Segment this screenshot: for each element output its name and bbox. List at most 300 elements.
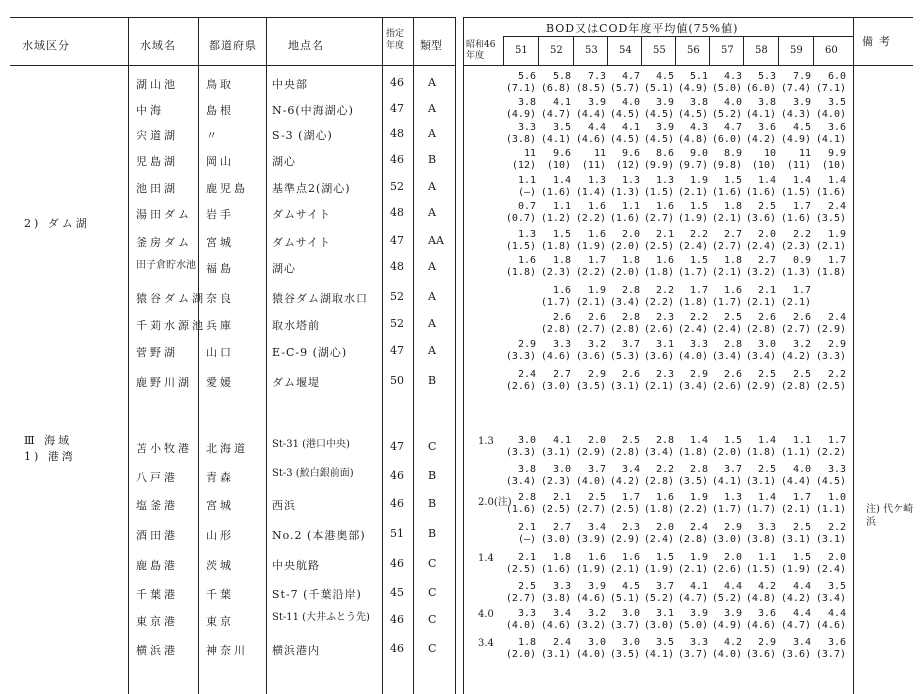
cell-value: 3.5 [552,122,571,133]
cell-75pct: (7.4) [780,83,811,94]
cell-75pct: (4.2) [780,593,811,604]
cell-value: 1.5 [723,435,742,446]
cell-value: 3.3 [689,637,708,648]
designated-year: 50 [390,374,404,387]
header-showa46: 昭和46年度 [466,40,496,61]
cell-75pct: (1.8) [643,267,674,278]
designated-year: 46 [390,557,404,570]
water-area-name: 八戸港 [136,471,178,484]
cell-75pct: (5.2) [643,593,674,604]
cell-value: 2.1 [757,285,776,296]
cell-value: 1.5 [792,552,811,563]
cell-75pct: (3.7) [677,649,708,660]
cell-value: 5.3 [757,71,776,82]
cell-value: 3.2 [587,608,606,619]
cell-value: 3.6 [827,122,846,133]
cell-75pct: (4.0) [505,620,536,631]
cell-75pct: (5.0) [677,620,708,631]
cell-75pct: (3.5) [677,476,708,487]
location: ダムサイト [272,236,332,249]
col-divider-4 [413,17,414,694]
cell-75pct: (5.1) [643,83,674,94]
cell-75pct: (4.5) [643,109,674,120]
cell-75pct: (2.0) [609,267,640,278]
location: 西浜 [272,499,296,512]
location: St-7 (千葉沿岸) [272,588,362,601]
cell-75pct: (3.5) [815,213,846,224]
type: AA [428,234,444,247]
header-area-class: 水域区分 [22,39,70,52]
cell-75pct: (—) [517,187,536,198]
cell-value: 2.0 [621,229,640,240]
top-rule-left [10,17,455,18]
location: E-C-9 (湖心) [272,346,348,359]
prefecture: 神奈川 [206,644,248,657]
col-divider-3 [382,17,383,694]
location: 中央部 [272,78,308,91]
cell-value: 2.4 [517,369,536,380]
cell-value: 2.6 [552,312,571,323]
cell-75pct: (1.5) [505,241,536,252]
header-designated-year: 指定年度 [386,29,405,51]
cell-value: 2.8 [655,435,674,446]
cell-75pct: (4.4) [780,476,811,487]
cell-75pct: (2.0) [609,241,640,252]
location: 中央航路 [272,559,320,572]
cell-75pct: (3.1) [745,476,776,487]
cell-75pct: (2.6) [711,564,742,575]
cell-75pct: (1.2) [540,213,571,224]
cell-value: 3.0 [757,339,776,350]
prefecture: 千葉 [206,588,234,601]
cell-value: 2.0 [587,435,606,446]
cell-75pct: (1.8) [677,447,708,458]
cell-value: 1.3 [621,175,640,186]
cell-75pct: (2.9) [815,324,846,335]
cell-value: 1.6 [587,229,606,240]
header-rule-right [463,65,913,66]
prefecture: 〃 [206,129,220,142]
prefecture: 島根 [206,104,234,117]
cell-value: 0.9 [792,255,811,266]
cell-75pct: (4.0) [575,476,606,487]
cell-75pct: (2.3) [780,241,811,252]
cell-value: 1.9 [827,229,846,240]
cell-value: 4.1 [552,435,571,446]
cell-value: 2.9 [517,339,536,350]
location: ダム堰堤 [272,376,320,389]
header-location: 地点名 [288,39,324,52]
cell-75pct: (2.1) [745,297,776,308]
cell-value: 4.1 [621,122,640,133]
type: C [428,557,437,570]
type: C [428,613,437,626]
cell-75pct: (2.3) [540,476,571,487]
cell-value: 2.2 [827,522,846,533]
cell-value: 3.3 [517,608,536,619]
cell-75pct: (4.5) [643,134,674,145]
cell-75pct: (2.4) [677,324,708,335]
cell-value: 2.5 [792,522,811,533]
cell-75pct: (4.0) [815,109,846,120]
water-area-name: 横浜港 [136,644,178,657]
prefecture: 岩手 [206,208,234,221]
type: A [428,102,436,115]
cell-value: 2.6 [621,369,640,380]
cell-value: 3.8 [689,97,708,108]
cell-75pct: (4.6) [540,620,571,631]
prefecture: 岡山 [206,155,234,168]
cell-75pct: (4.5) [815,476,846,487]
cell-value: 2.2 [792,229,811,240]
col-divider-type-end [455,17,456,694]
col-divider-1 [198,17,199,694]
cell-75pct: (2.8) [609,324,640,335]
year-header-57: 57 [721,45,734,56]
cell-75pct: (3.3) [815,351,846,362]
cell-value: 2.1 [655,229,674,240]
location: 湖心 [272,262,296,275]
cell-75pct: (3.1) [540,447,571,458]
cell-value: 3.6 [827,637,846,648]
cell-75pct: (3.1) [609,381,640,392]
cell-value: 0.7 [517,201,536,212]
water-area-name: 中海 [136,104,164,117]
cell-value: 4.5 [792,122,811,133]
cell-75pct: (7.1) [815,83,846,94]
showa46-value: 2.0(注) [478,497,512,508]
cell-value: 2.2 [827,369,846,380]
cell-value: 2.2 [655,285,674,296]
cell-75pct: (4.5) [677,109,708,120]
cell-value: 3.7 [621,339,640,350]
cell-value: 2.3 [621,522,640,533]
cell-value: 2.6 [757,312,776,323]
cell-value: 2.7 [552,522,571,533]
cell-75pct: (3.4) [711,351,742,362]
location: St-3 (鮫白銀前面) [272,468,354,479]
cell-75pct: (4.3) [780,109,811,120]
cell-75pct: (1.6) [745,187,776,198]
cell-75pct: (4.7) [780,620,811,631]
cell-value: 3.4 [792,637,811,648]
cell-value: 4.2 [757,581,776,592]
cell-75pct: (4.6) [745,620,776,631]
col-divider-remarks [853,17,854,694]
designated-year: 48 [390,127,404,140]
cell-75pct: (1.6) [780,213,811,224]
cell-75pct: (8.5) [575,83,606,94]
cell-75pct: (4.5) [609,109,640,120]
cell-75pct: (2.9) [745,381,776,392]
cell-value: 4.7 [723,122,742,133]
col-divider-0 [128,17,129,694]
showa46-value: 1.4 [478,553,494,564]
cell-value: 4.4 [792,608,811,619]
cell-value: 1.3 [587,175,606,186]
year-col-divider-5 [675,36,676,65]
cell-75pct: (2.0) [505,649,536,660]
cell-75pct: (0.7) [505,213,536,224]
header-bod-cod: BOD又はCOD年度平均値(75%値) [546,22,739,35]
cell-75pct: (2.9) [575,447,606,458]
prefecture: 鳥取 [206,78,234,91]
cell-value: 6.0 [827,71,846,82]
cell-75pct: (6.0) [745,83,776,94]
cell-75pct: (4.9) [780,134,811,145]
designated-year: 46 [390,613,404,626]
cell-75pct: (3.4) [643,447,674,458]
cell-75pct: (4.7) [677,593,708,604]
cell-75pct: (3.6) [745,649,776,660]
cell-75pct: (5.3) [609,351,640,362]
cell-75pct: (1.6) [505,504,536,515]
cell-value: 3.9 [723,608,742,619]
water-area-name: 池田湖 [136,182,178,195]
cell-75pct: (7.1) [505,83,536,94]
cell-value: 2.5 [757,464,776,475]
cell-value: 2.7 [723,229,742,240]
prefecture: 兵庫 [206,319,234,332]
cell-value: 10 [763,148,776,159]
cell-75pct: (2.6) [643,324,674,335]
cell-75pct: (1.5) [643,187,674,198]
cell-value: 3.1 [655,608,674,619]
header-remarks: 備考 [862,35,896,48]
cell-75pct: (5.7) [609,83,640,94]
cell-75pct: (4.0) [677,351,708,362]
cell-75pct: (2.2) [643,297,674,308]
remark-note: 注) 代ケ崎浜 [866,504,914,528]
type: B [428,497,437,510]
cell-75pct: (2.1) [677,564,708,575]
water-area-name: 東京港 [136,615,178,628]
section-sea-area: Ⅲ 海域 [24,434,73,447]
cell-value: 2.9 [587,369,606,380]
type: A [428,260,436,273]
water-area-name: 鹿島港 [136,559,178,572]
cell-value: 4.2 [723,637,742,648]
cell-value: 3.0 [621,637,640,648]
cell-75pct: (5.2) [711,593,742,604]
year-header-rule [503,36,853,37]
cell-75pct: (1.7) [677,267,708,278]
cell-75pct: (1.6) [609,213,640,224]
cell-75pct: (1.1) [780,447,811,458]
designated-year: 51 [390,527,404,540]
cell-75pct: (2.2) [677,504,708,515]
cell-75pct: (12) [615,160,640,171]
water-area-name: 宍道湖 [136,129,178,142]
cell-value: 1.4 [757,435,776,446]
cell-value: 5.6 [517,71,536,82]
location: S-3 (湖心) [272,129,333,142]
cell-value: 3.7 [587,464,606,475]
cell-75pct: (2.4) [815,564,846,575]
water-area-name: 千葉港 [136,588,178,601]
cell-75pct: (3.0) [540,534,571,545]
cell-75pct: (1.7) [540,297,571,308]
type: B [428,153,437,166]
cell-75pct: (2.4) [677,241,708,252]
cell-75pct: (1.3) [609,187,640,198]
cell-value: 1.7 [792,285,811,296]
showa46-value: 4.0 [478,609,494,620]
cell-value: 4.5 [655,71,674,82]
cell-value: 2.8 [517,492,536,503]
section-dam-lake: 2) ダム湖 [24,217,90,230]
cell-75pct: (3.4) [505,476,536,487]
cell-75pct: (2.7) [711,241,742,252]
designated-year: 47 [390,234,404,247]
cell-75pct: (4.1) [815,134,846,145]
cell-75pct: (2.2) [575,213,606,224]
year-col-divider-1 [538,36,539,65]
cell-75pct: (4.6) [575,134,606,145]
cell-75pct: (3.5) [575,381,606,392]
cell-value: 11 [593,148,606,159]
cell-value: 3.9 [655,122,674,133]
cell-value: 1.6 [655,492,674,503]
cell-75pct: (2.4) [745,241,776,252]
cell-value: 4.4 [723,581,742,592]
cell-value: 2.2 [689,312,708,323]
cell-value: 2.2 [655,464,674,475]
designated-year: 46 [390,76,404,89]
cell-value: 9.0 [689,148,708,159]
cell-value: 2.4 [827,312,846,323]
prefecture: 北海道 [206,442,248,455]
cell-value: 2.4 [552,637,571,648]
cell-75pct: (9.7) [677,160,708,171]
year-header-56: 56 [687,45,700,56]
cell-value: 3.9 [587,581,606,592]
cell-75pct: (1.7) [711,297,742,308]
cell-75pct: (1.8) [505,267,536,278]
cell-value: 3.0 [552,464,571,475]
cell-value: 9.9 [827,148,846,159]
type: A [428,76,436,89]
cell-value: 1.1 [621,201,640,212]
col-divider-2 [266,17,267,694]
cell-75pct: (1.6) [711,187,742,198]
cell-value: 2.5 [517,581,536,592]
type: B [428,527,437,540]
cell-value: 2.6 [587,312,606,323]
type: A [428,180,436,193]
year-header-58: 58 [755,45,768,56]
cell-75pct: (1.9) [575,564,606,575]
cell-value: 1.5 [723,175,742,186]
cell-75pct: (4.1) [540,134,571,145]
type: C [428,642,437,655]
location: 基準点2(湖心) [272,182,351,195]
cell-75pct: (4.0) [575,649,606,660]
cell-value: 1.7 [827,435,846,446]
cell-value: 3.1 [655,339,674,350]
cell-75pct: (2.3) [540,267,571,278]
cell-value: 2.4 [689,522,708,533]
water-area-name: 田子倉貯水池 [136,260,196,271]
cell-75pct: (1.4) [575,187,606,198]
cell-75pct: (12) [511,160,536,171]
cell-value: 3.3 [552,339,571,350]
cell-value: 1.6 [723,285,742,296]
cell-75pct: (1.7) [711,504,742,515]
cell-value: 4.0 [621,97,640,108]
cell-value: 3.6 [757,122,776,133]
cell-value: 2.5 [792,369,811,380]
type: A [428,317,436,330]
cell-75pct: (9.9) [643,160,674,171]
cell-75pct: (2.7) [505,593,536,604]
cell-value: 3.8 [757,97,776,108]
location: St-31 (港口中央) [272,439,350,450]
prefecture: 青森 [206,471,234,484]
cell-75pct: (2.1) [815,241,846,252]
water-area-name: 鹿野川湖 [136,376,192,389]
cell-75pct: (3.1) [780,534,811,545]
cell-75pct: (3.9) [575,534,606,545]
cell-75pct: (5.2) [711,109,742,120]
cell-value: 1.9 [587,285,606,296]
cell-value: 2.1 [517,522,536,533]
prefecture: 奈良 [206,292,234,305]
cell-75pct: (2.8) [643,476,674,487]
designated-year: 45 [390,586,404,599]
cell-value: 1.5 [655,552,674,563]
cell-value: 11 [798,148,811,159]
cell-75pct: (2.1) [711,213,742,224]
cell-value: 4.7 [621,71,640,82]
cell-value: 2.8 [621,285,640,296]
cell-value: 2.2 [689,229,708,240]
year-col-divider-3 [607,36,608,65]
prefecture: 茨城 [206,559,234,572]
cell-75pct: (2.0) [711,447,742,458]
cell-value: 3.9 [655,97,674,108]
cell-75pct: (2.1) [643,381,674,392]
cell-75pct: (4.9) [677,83,708,94]
cell-75pct: (3.8) [745,534,776,545]
cell-value: 3.8 [517,97,536,108]
year-col-divider-4 [641,36,642,65]
designated-year: 46 [390,642,404,655]
cell-75pct: (4.1) [643,649,674,660]
cell-75pct: (3.1) [815,534,846,545]
cell-75pct: (1.6) [540,187,571,198]
type: A [428,290,436,303]
cell-value: 4.1 [552,97,571,108]
cell-value: 2.9 [723,522,742,533]
cell-75pct: (3.3) [505,447,536,458]
prefecture: 宮城 [206,499,234,512]
prefecture: 愛媛 [206,376,234,389]
cell-75pct: (6.8) [540,83,571,94]
cell-value: 9.6 [621,148,640,159]
cell-75pct: (3.4) [609,297,640,308]
cell-value: 3.0 [517,435,536,446]
year-col-divider-2 [573,36,574,65]
cell-value: 1.8 [621,255,640,266]
designated-year: 47 [390,440,404,453]
cell-75pct: (2.8) [540,324,571,335]
prefecture: 山形 [206,529,234,542]
cell-75pct: (2.7) [780,324,811,335]
cell-value: 2.5 [587,492,606,503]
cell-value: 3.7 [723,464,742,475]
cell-value: 3.2 [792,339,811,350]
